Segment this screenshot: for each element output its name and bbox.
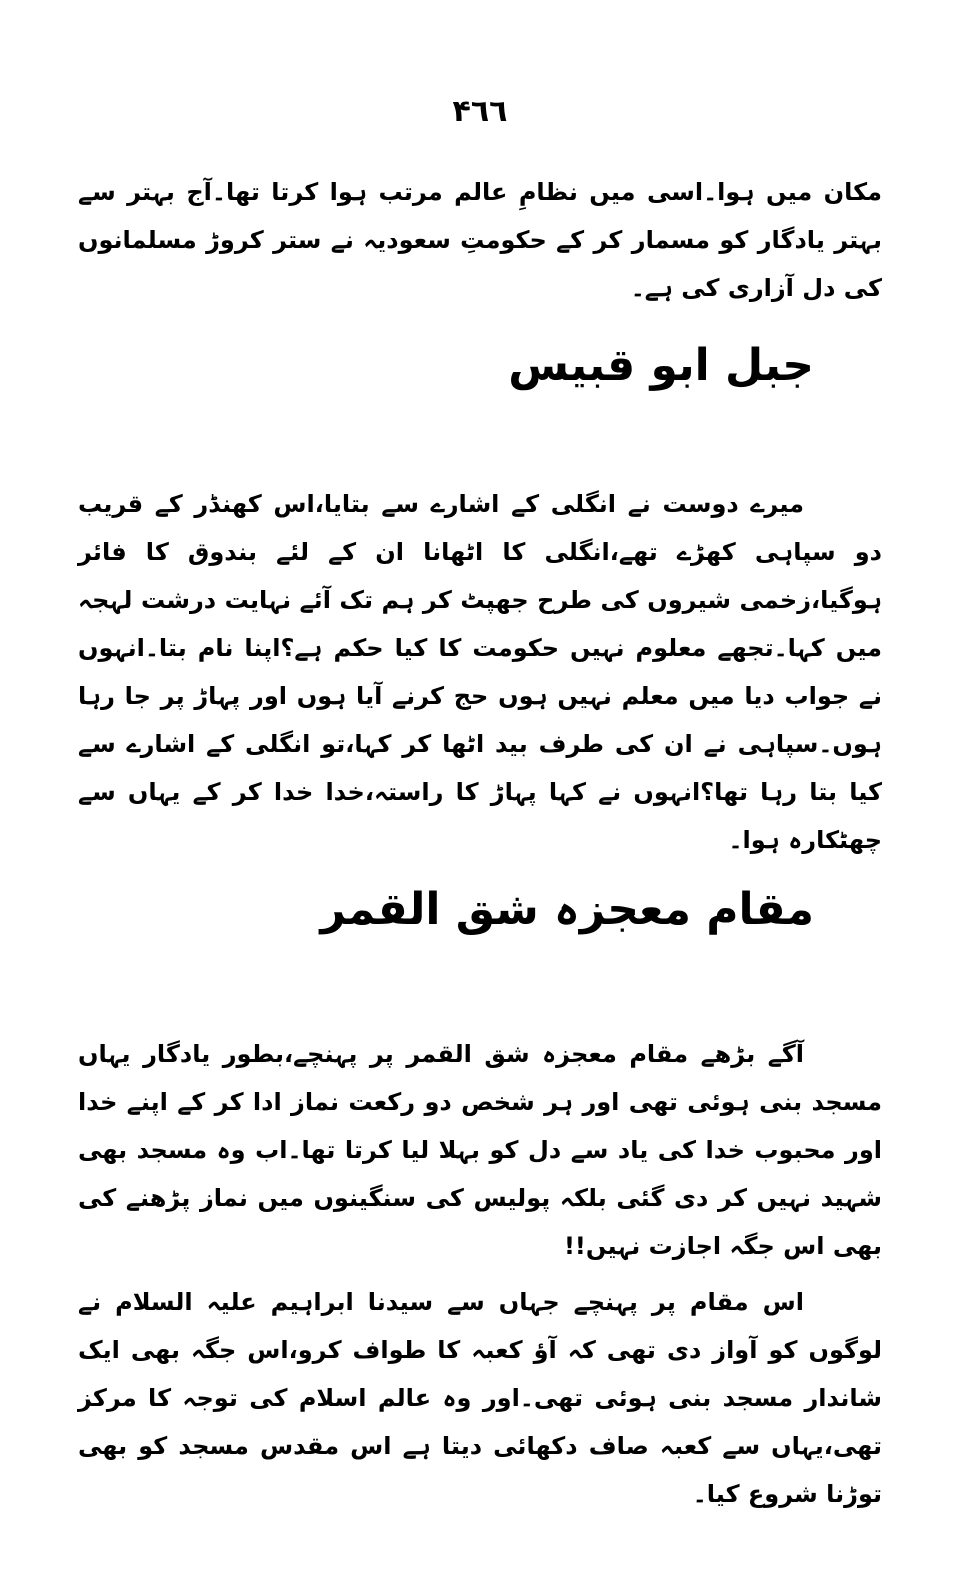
paragraph-jabal-abu-qubais: میرے دوست نے انگلی کے اشارے سے بتایا،اس کھنڈر کے قریب دو سپاہی کھڑے تھے،انگلی کا اٹھانا ان کے لئے بندوق کا فائر ہوگیا،زخمی شیروں کی طرح جھپٹ کر ہم تک آئے نہایت درشت لہجہ میں کہا۔تجھے معلوم نہیں حکومت کا کیا حکم ہے؟اپنا نام بتا۔انہوں نے جواب دیا میں معلم نہیں ہوں حج کرنے آیا ہوں اور پہاڑ پر جا رہا ہوں۔سپاہی نے ان کی طرف بید اٹھا کر کہا،تو انگلی کے اشارے سے کیا بتا رہا تھا؟انہوں نے کہا پہاڑ کا راستہ،خدا خدا کر کے یہاں سے چھٹکارہ ہوا۔ xyxy=(78,490,882,854)
paragraph-shaqq-ul-qamar: آگے بڑھے مقام معجزہ شق القمر پر پہنچے،بطور یادگار یہاں مسجد بنی ہوئی تھی اور ہر شخص دو رکعت نماز ادا کر کے اپنے خدا اور محبوب خدا کی یاد سے دل کو بہلا لیا کرتا تھا۔اب وہ مسجد بھی شہید نہیں کر دی گئی بلکہ پولیس کی سنگینوں میں نماز پڑھنے کی بھی اس جگہ اجازت نہیں!! xyxy=(78,1040,882,1260)
section-heading-shaqq-ul-qamar: مقام معجزہ شق القمر xyxy=(320,884,814,935)
section-heading-jabal-abu-qubais: جبل ابو قبیس xyxy=(508,340,814,391)
paragraph-intro: مکان میں ہوا۔اسی میں نظامِ عالم مرتب ہوا کرتا تھا۔آج بہتر سے بہتر یادگار کو مسمار کر کے حکومتِ سعودیہ نے ستر کروڑ مسلمانوں کی دل آزاری کی ہے۔ xyxy=(78,178,882,302)
page-number: ۴٦٦ xyxy=(452,94,508,129)
paragraph-ibrahim-call: اس مقام پر پہنچے جہاں سے سیدنا ابراہیم علیہ السلام نے لوگوں کو آواز دی تھی کہ آؤ کعبہ کا طواف کرو،اس جگہ بھی ایک شاندار مسجد بنی ہوئی تھی۔اور وہ عالم اسلام کی توجہ کا مرکز تھی،یہاں سے کعبہ صاف دکھائی دیتا ہے اس مقدس مسجد کو بھی توڑنا شروع کیا۔ xyxy=(78,1288,882,1508)
